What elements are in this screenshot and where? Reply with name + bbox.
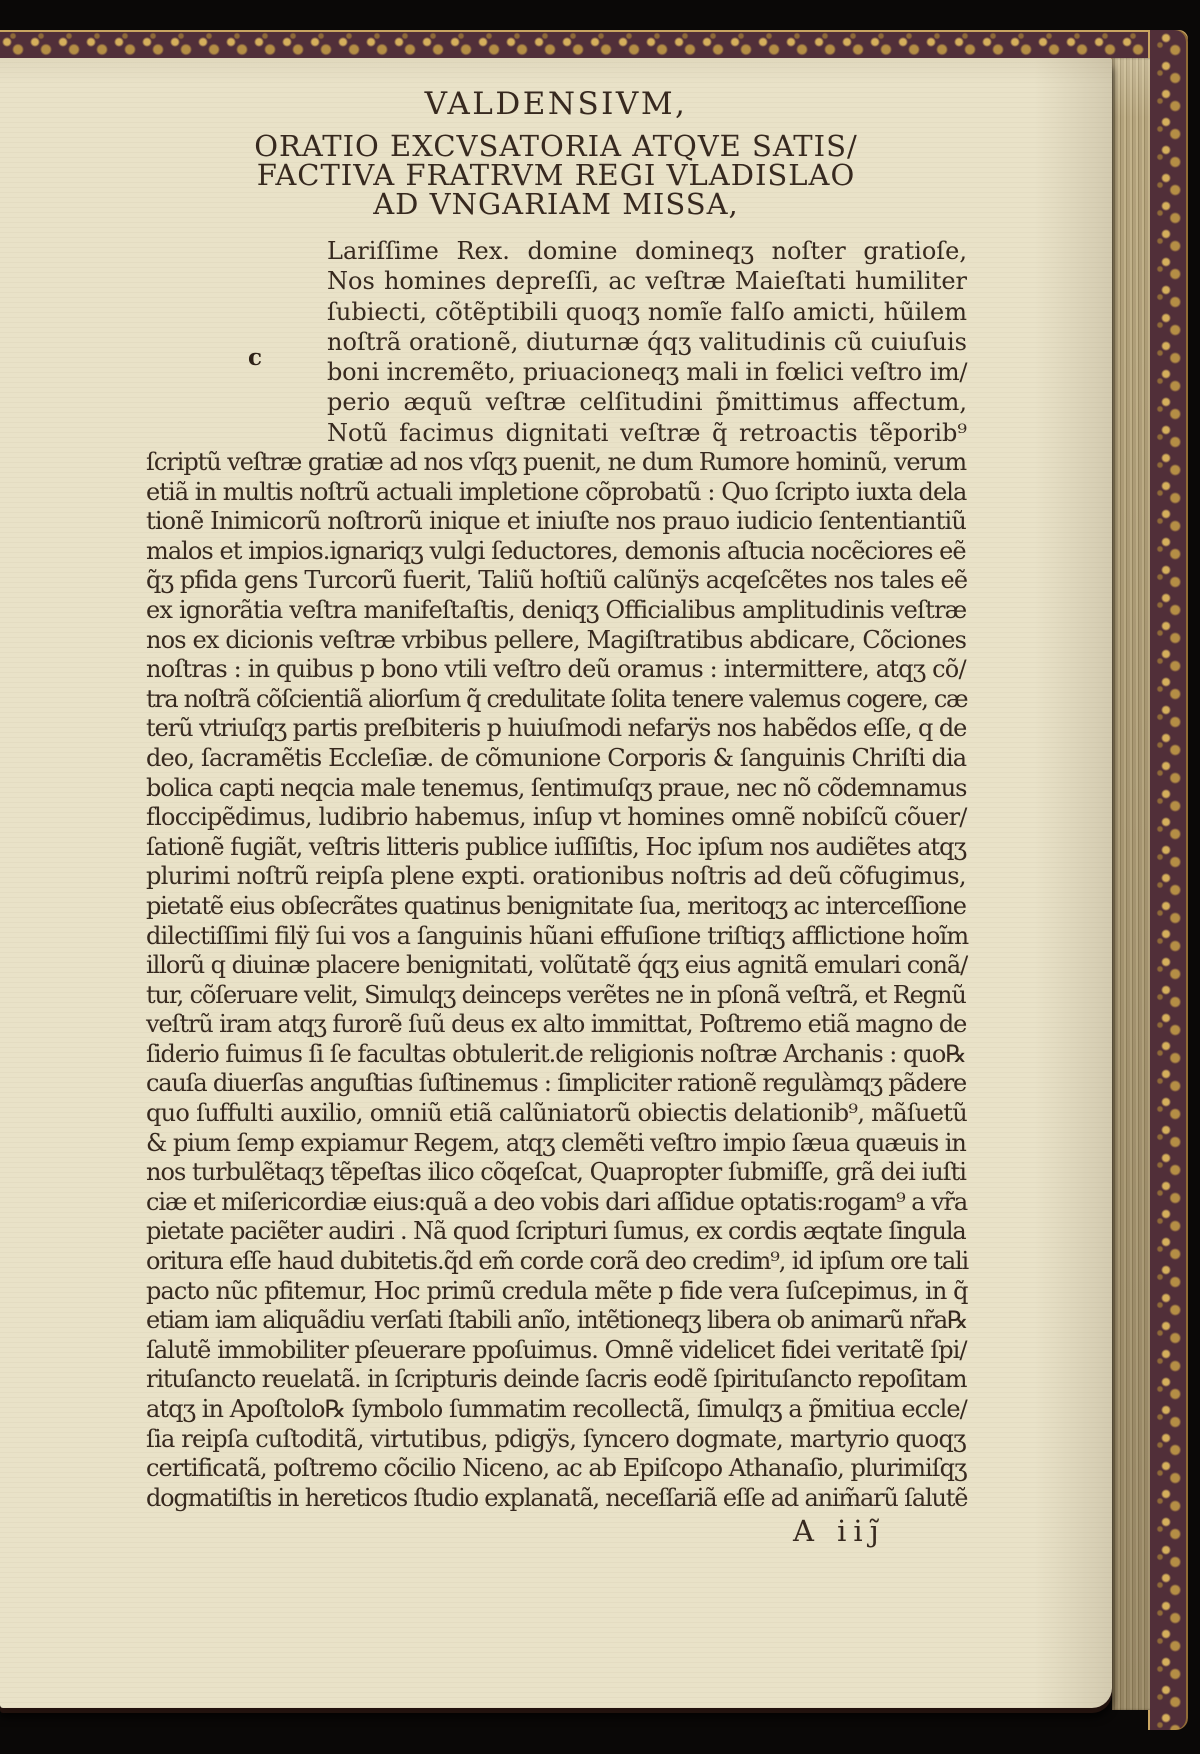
body-line: ſcriptũ veſtræ gratiæ ad nos vſqʒ puenit, ne dum Rumore hominũ, verum — [146, 448, 967, 476]
body-line: atqʒ in Apoſtolo℞ ſymbolo ſummatim recollectã, ſimulqʒ a p̃mitiua eccle∕ — [146, 1395, 967, 1423]
body-line: bolica capti neqcia male tenemus, ſentimuſqʒ praue, nec nõ cõdemnamus — [146, 773, 967, 802]
margin-guide-letter: c — [248, 344, 263, 371]
body-line: tra noſtrã cõſcientiã aliorſum q̃ credulitate ſolita tenere valemus cogere, cæ — [146, 684, 968, 713]
body-line: tionẽ Inimicorũ noſtrorũ inique et iniuſte nos prauo iudicio ſententiantiũ — [146, 507, 966, 536]
body-line: q̃ʒ pfida gens Turcorũ fuerit, Taliũ hoſtiũ calũnÿs acqeſcẽtes nos tales eẽ — [146, 566, 968, 595]
body-line: etiã in multis noſtrũ actuali impletione cõprobatũ : Quo ſcripto iuxta dela — [146, 477, 967, 506]
body-line: etiam iam aliquãdiu verſati ſtabili anĩo, intẽtioneqʒ libera ob animarũ nr̃a℞ — [146, 1306, 968, 1335]
body-line: pietatẽ eius obſecrãtes quatinus benignitate ſua, meritoqʒ ac interceſſione — [146, 891, 966, 920]
body-line: veſtrũ iram atqʒ furorẽ ſuũ deus ex alto immittat, Poſtremo etiã magno de — [146, 1010, 967, 1039]
body-line: noſtras : in quibus p bono vtili veſtro deũ oramus : intermittere, atqʒ cõ∕ — [146, 655, 966, 684]
opening-line: ſubiecti, cõtẽptibili quoqʒ nomĩe falſo amicti, hũilem — [327, 297, 967, 326]
page-edge-stack — [1112, 58, 1150, 1710]
opening-paragraph — [327, 236, 967, 448]
body-line: oritura eſſe haud dubitetis.q̃d em̃ corde corã deo credim⁹, id ipſum ore tali — [146, 1247, 969, 1276]
body-line: nos turbulẽtaqʒ tẽpeſtas ilico cõqeſcat, Quapropter ſubmiſſe, grã dei iuſti — [146, 1158, 966, 1187]
body-line: terũ vtriuſqʒ partis preſbiteris p huiuſmodi nefarÿs nos habẽdos eſſe, q de — [146, 714, 967, 743]
subtitle-line: ORATIO EXCVSATORIA ATQVE SATIS∕ — [254, 129, 858, 163]
body-line: ſia reipſa cuſtoditã, virtutibus, pdigÿs, ſyncero dogmate, martyrio quoqʒ — [146, 1424, 966, 1453]
body-line: deo, ſacramẽtis Eccleſiæ. de cõmunione Corporis & ſanguinis Chriſti dia — [146, 743, 967, 772]
opening-line: perio æquũ veſtræ celſitudini p̃mittimus affectum, — [327, 388, 968, 417]
subtitle-line: FACTIVA FRATRVM REGI VLADISLAO — [256, 158, 856, 192]
subtitle-line: AD VNGARIAM MISSA, — [373, 187, 739, 221]
body-line: pietate paciẽter audiri . Nã quod ſcripturi ſumus, ex cordis æqtate ſingula — [146, 1217, 966, 1246]
opening-line: noſtrã orationẽ, diuturnæ q́qʒ valitudinis cũ cuiuſuis — [327, 327, 967, 356]
page-subtitle — [146, 129, 966, 221]
book-page — [0, 58, 1112, 1708]
body-line: nos ex dicionis veſtræ vrbibus pellere, Magiſtratibus abdicare, Cõciones — [146, 625, 967, 654]
opening-line: Notũ facimus dignitati veſtræ q̃ retroactis tẽporib⁹ — [327, 418, 968, 447]
body-line: dogmatiſtis in hereticos ſtudio explanatã, neceſſariã eſſe ad anim̃arũ ſalutẽ — [146, 1483, 968, 1512]
body-line: dilectiſſimi filÿ ſui vos a ſanguinis hũani effuſione triſtiqʒ afflictione hoĩm — [146, 921, 969, 950]
body-line: ciæ et miſericordiæ eius:quã a deo vobis dari aſſidue optatis:rogam⁹ a vr̃a — [146, 1187, 968, 1216]
body-line: illorũ q diuinæ placere benignitati, volũtatẽ q́qʒ eius agnitã emulari conã∕ — [146, 951, 968, 980]
gilt-top-edge-band — [0, 30, 1188, 60]
body-line: rituſancto reuelatã. in ſcripturis deinde ſacris eodẽ ſpirituſancto repoſitam — [146, 1365, 967, 1394]
body-line: tur, cõſeruare velit, Simulqʒ deinceps verẽtes ne in pſonã veſtrã, et Regnũ — [146, 980, 966, 1009]
opening-line: Lariſſime Rex. domine domineqʒ noſter gratioſe, — [327, 237, 967, 265]
body-line: malos et impios.ignariqʒ vulgi ſeductores, demonis aſtucia nocẽciores eẽ — [146, 536, 966, 565]
body-line: quo ſuffulti auxilio, omniũ etiã calũniatorũ obiectis delationib⁹, mãſuetũ — [146, 1099, 967, 1128]
body-line: floccipẽdimus, ludibrio habemus, inſup vt homines omnẽ nobiſcũ cõuer∕ — [146, 803, 967, 832]
body-line: certificatã, poſtremo cõcilio Niceno, ac ab Epiſcopo Athanaſio, plurimiſqʒ — [146, 1454, 967, 1483]
page-title: VALDENSIVM, — [424, 86, 688, 122]
opening-line: boni incremẽto, priuacioneqʒ mali in fœlici veſtro im∕ — [327, 358, 968, 387]
body-line: pacto nũc pfitemur, Hoc primũ credula mẽte p fide vera ſuſcepimus, in q̃ — [146, 1276, 968, 1305]
signature-mark: A iij̃ — [793, 1514, 886, 1548]
body-line: ſationẽ fugiãt, veſtris litteris publice iuſſiſtis, Hoc ipſum nos audiẽtes atqʒ — [146, 832, 967, 861]
body-line: ſiderio fuimus ſi ſe facultas obtulerit.de religionis noſtræ Archanis : quo℞ — [146, 1039, 966, 1068]
body-line: & pium ſemp expiamur Regem, atqʒ clemẽti veſtro impio ſæua quæuis in — [146, 1128, 966, 1157]
body-line: ex ignorãtia veſtra manifeſtaſtis, deniqʒ Officialibus amplitudinis veſtræ — [146, 595, 967, 624]
opening-line: Nos homines depreſſi, ac veſtræ Maieſtati humiliter — [327, 267, 968, 296]
body-line: cauſa diuerſas anguſtias ſuſtinemus : ſimpliciter rationẽ regulàmqʒ pãdere — [146, 1069, 967, 1098]
body-paragraph — [146, 448, 969, 1513]
gilt-fore-edge-band — [1148, 30, 1188, 1730]
body-line: ſalutẽ immobiliter pſeuerare ppoſuimus. Omnẽ videlicet fidei veritatẽ ſpi∕ — [146, 1335, 967, 1364]
body-line: plurimi noſtrũ reipſa plene expti. orationibus noſtris ad deũ cõfugimus, — [146, 862, 966, 891]
